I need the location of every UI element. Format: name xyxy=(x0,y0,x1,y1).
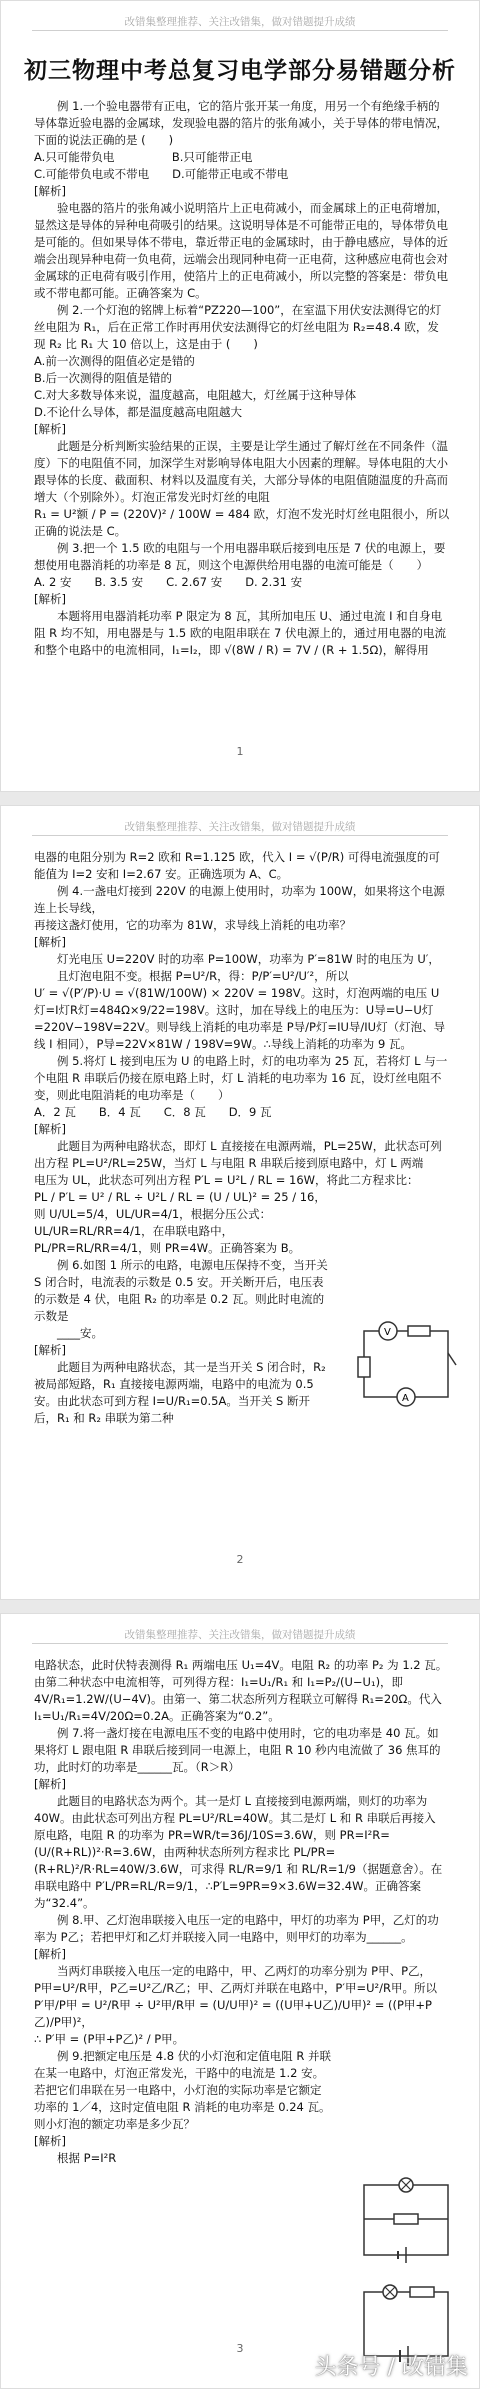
header-divider xyxy=(32,835,448,836)
analysis-5a: 此题目为两种电路状态，即灯 L 直接接在电源两端，PL=25W，此状态可列出方程 PL=U²/RL=25W，当灯 L 与电阻 R 串联后接到原电路中，灯 L 两端 xyxy=(34,1139,442,1170)
page-header: 改错集整理推荐、关注改错集，做对错题提升成绩 xyxy=(124,1629,356,1641)
analysis-4a: 灯光电压 U=220V 时的功率 P=100W，功率为 P′=81W 时的电压为 U′， xyxy=(57,952,440,966)
header-divider xyxy=(32,1643,448,1644)
analysis-label: [解析] xyxy=(34,1777,66,1791)
analysis-4b: 且灯泡电阻不变。根据 P=U²/R，得：P/P′=U²/U′²，所以 xyxy=(57,969,349,983)
analysis-8b: P甲=U²/R甲，P乙=U²乙/R乙；甲、乙两灯并联在电路中，P′甲=U²/R甲。所以 xyxy=(34,1981,437,1995)
analysis-4c: U′ = √(P′/P)·U = √(81W/100W) × 220V = 198V。这时，灯泡两端的电压 U灯=I灯R灯=484Ω×9/22=198V。这时，加在导线上的电压为：U导=U−U灯=220V−198V=22V。则导线上消耗的电功率是 P导/P灯=IU导/IU灯（灯泡、导线 I 相同），P导=22V×81W / 198V=9W。∴导线上消耗的功率为 9 瓦。 xyxy=(34,986,446,1051)
analysis-label: [解析] xyxy=(34,935,66,949)
analysis-9: 根据 P=I²R xyxy=(57,2151,117,2165)
question-2: 例 2.一个灯泡的铭牌上标着“PZ220—100”，在室温下用伏安法测得它的灯丝电阻为 R₁，后在正常工作时再用伏安法测得它的灯丝电阻为 R₂=48.4 欧，发现 R₂ 比 R₁ 大 10 倍以上，这是由于 ( ) xyxy=(34,303,442,351)
analysis-label: [解析] xyxy=(34,422,66,436)
options-3: A. 2 安 B. 3.5 安 C. 2.67 安 D. 2.31 安 xyxy=(34,575,303,589)
analysis-5c: PL / P′L = U² / RL ÷ U²L / RL = (U / UL)² = 25 / 16，则 U/UL=5/4，UL/UR=4/1，根据分压公式：UL/UR=RL/RR=4/1，在串联电路中， xyxy=(34,1190,326,1238)
question-7: 例 7.将一盏灯接在电源电压不变的电路中使用时，它的电功率是 40 瓦。如果将灯 L 跟电阻 R 串联后接到同一电源上，电阻 R 10 秒内电流做了 36 焦耳的功，此时灯的功率是______瓦。（R＞R） xyxy=(34,1726,441,1774)
page-1-content xyxy=(34,98,450,659)
circuit-diagram-parallel xyxy=(350,2173,462,2269)
analysis-2: 此题是分析判断实验结果的正误，主要是让学生通过了解灯丝在不同条件（温度）下的电阻值不同，加深学生对影响导体电阻大小因素的理解。导体电阻的大小跟导体的长度、截面积、材料以及温度有关，大部分导体的电阻值随温度的升高而增大（个别除外）。灯泡正常发光时灯丝的电阻 xyxy=(34,439,448,504)
header-divider xyxy=(32,30,448,31)
option-ab: A.只可能带负电 B.只可能带正电 xyxy=(34,150,253,164)
page-number: 1 xyxy=(236,745,244,758)
analysis-5b: 电压为 UL，此状态可列出方程 P′L = U²L / RL = 16W，将此二方程求比： xyxy=(34,1173,419,1187)
document-page-2 xyxy=(0,805,480,1600)
svg-text:V: V xyxy=(384,1327,391,1338)
analysis-3: 本题将用电器消耗功率 P 限定为 8 瓦，其所加电压 U、通过电流 I 和自身电阻 R 均不知，用电器是与 1.5 欧的电阻串联在 7 伏电源上的，通过用电器的电流和整个电路中的电流相同，I₁=I₂，即 √(8W / R) = 7V / (R + 1.5Ω)，解得用 xyxy=(34,609,447,657)
question-1: 例 1.一个验电器带有正电，它的箔片张开某一角度，用另一个有绝缘手柄的导体靠近验电器的金属球，发现验电器的箔片的张角减小，关于导体的带电情况，下面的说法正确的是 ( ) xyxy=(34,99,448,147)
question-4-cont: 再接这盏灯使用，它的功率为 81W，求导线上消耗的电功率？ xyxy=(34,918,352,932)
page-number: 3 xyxy=(236,2342,244,2355)
option-d: D.不论什么导体，都是温度越高电阻越大 xyxy=(34,405,243,419)
question-6-blank: ____安。 xyxy=(57,1326,103,1340)
watermark: 头条号 / 改错集 xyxy=(314,2355,468,2380)
page-3-content xyxy=(34,1657,450,2167)
analysis-label: [解析] xyxy=(34,2134,66,2148)
formula-8-result: ∴ P′甲 = (P甲+P乙)² / P甲。 xyxy=(34,2032,185,2046)
option-cd: C.可能带负电或不带电 D.可能带正电或不带电 xyxy=(34,167,289,181)
analysis-label: [解析] xyxy=(34,1122,66,1136)
option-a: A.前一次测得的阻值必定是错的 xyxy=(34,354,195,368)
analysis-3-cont: 电器的电阻分别为 R=2 欧和 R=1.125 欧，代入 I = √(P/R) 可得电流强度的可能值为 I=2 安和 I=2.67 安。正确选项为 A、C。 xyxy=(34,850,440,881)
page-number: 2 xyxy=(236,1553,244,1566)
circuit-diagram-figure-1 xyxy=(350,1317,462,1413)
page-header: 改错集整理推荐、关注改错集，做对错题提升成绩 xyxy=(124,16,356,28)
analysis-7b: 原电路，电阻 R 的功率为 PR=WR/t=36J/10S=3.6W，则 PR=I²R=(U/(R+RL))²·R=3.6W，由两种状态所列方程求比 PL/PR=(R+RL)²/R·RL=40W/3.6W，可求得 RL/R=9/1 和 RL/R=1/9（据题意舍）。在串联电路中 P′L/PR=RL/R=9/1，∴P′L=9PR=9×3.6W=32.4W。正确答案为“32.4”。 xyxy=(34,1828,443,1910)
analysis-8a: 当两灯串联接入电压一定的电路中，甲、乙两灯的功率分别为 P甲、P乙， xyxy=(57,1964,432,1978)
options-5: A．2 瓦 B．4 瓦 C．8 瓦 D．9 瓦 xyxy=(34,1105,272,1119)
analysis-1: 验电器的箔片的张角减小说明箔片上正电荷减小，而金属球上的正电荷增加，显然这是导体的异种电荷吸引的结果。这说明导体是不可能带正电的，导体带负电是可能的。但如果导体不带电，靠近带正电的金属球时，由于静电感应，导体的近端会出现异种电荷一负电荷，远端会出现同种电荷一正电荷，这种感应电荷也会对金属球的正电荷有吸引作用，使箔片上的正电荷减小，所以完整的答案是：带负电或不带电都可能。正确答案为 C。 xyxy=(34,201,448,300)
analysis-6-cont: 电路状态，此时伏特表测得 R₁ 两端电压 U₁=4V。电阻 R₂ 的功率 P₂ 为 1.2 瓦。由第二种状态中电流相等，可列得方程：I₁=U₁/R₁ 和 I₁=P₂/(U−U₁)，即 4V/R₁=1.2W/(U−4V)。由第一、第二状态所列方程联立可解得 R₁=20Ω。代入 I₁=U₁/R₁=4V/20Ω=0.2A。正确答案为“0.2”。 xyxy=(34,1658,448,1723)
question-4: 例 4.一盏电灯接到 220V 的电源上使用时，功率为 100W，如果将这个电源连上长导线， xyxy=(34,884,445,915)
page-header: 改错集整理推荐、关注改错集，做对错题提升成绩 xyxy=(124,821,356,833)
document-page-1 xyxy=(0,0,480,792)
analysis-7a: 此题目的电路状态为两个。其一是灯 L 直接接到电源两端，则灯的功率为 40W。由此状态可列出方程 PL=U²/RL=40W。其二是灯 L 和 R 串联后再接入 xyxy=(34,1794,436,1825)
question-9: 例 9.把额定电压是 4.8 伏的小灯泡和定值电阻 R 并联在某一电路中，灯泡正常发光，干路中的电流是 1.2 安。若把它们串联在另一电路中，小灯泡的实际功率是它额定功率的 1／4，这时定值电阻 R 消耗的电功率是 0.24 瓦。则小灯泡的额定功率是多少瓦？ xyxy=(34,2049,332,2131)
document-title: 初三物理中考总复习电学部分易错题分析 xyxy=(24,58,456,84)
analysis-6: 此题目为两种电路状态，其一是当开关 S 闭合时，R₂ 被局部短路，R₁ 直接接电源两端，电路中的电流为 0.5 安。由此状态可到方程 I=U/R₁=0.5A。当开关 S 断开后，R₁ 和 R₂ 串联为第二种 xyxy=(34,1360,326,1425)
option-c: C.对大多数导体来说，温度越高，电阻越大，灯丝属于这种导体 xyxy=(34,388,357,402)
analysis-5d: PL/PR=RL/RR=4/1，则 PR=4W。正确答案为 B。 xyxy=(34,1241,301,1255)
analysis-label: [解析] xyxy=(34,184,66,198)
analysis-label: [解析] xyxy=(34,592,66,606)
document-page-3 xyxy=(0,1613,480,2389)
svg-text:A: A xyxy=(402,1393,409,1404)
formula-line: R₁ = U²额 / P = (220V)² / 100W = 484 欧，灯泡不发光时灯丝电阻很小，所以正确的说法是 C。 xyxy=(34,507,450,538)
question-5: 例 5.将灯 L 接到电压为 U 的电路上时，灯的电功率为 25 瓦，若将灯 L 与一个电阻 R 串联后仍接在原电路上时，灯 L 消耗的电功率为 16 瓦，设灯丝电阻不变，则此电阻消耗的电功率是（ ） xyxy=(34,1054,448,1102)
analysis-label: [解析] xyxy=(34,1343,66,1357)
option-b: B.后一次测得的阻值是错的 xyxy=(34,371,173,385)
question-8: 例 8.甲、乙灯泡串联接入电压一定的电路中，甲灯的功率为 P甲，乙灯的功率为 P乙；若把甲灯和乙灯并联接入同一电路中，则甲灯的功率为______。 xyxy=(34,1913,439,1944)
question-3: 例 3.把一个 1.5 欧的电阻与一个用电器串联后接到电压是 7 伏的电源上，要想使用电器消耗的功率是 8 瓦，则这个电源供给用电器的电流可能是（ ） xyxy=(34,541,446,572)
question-6: 例 6.如图 1 所示的电路，电源电压保持不变，当开关 S 闭合时，电流表的示数是 0.5 安。开关断开后，电压表的示数是 4 伏，电阻 R₂ 的功率是 0.2 瓦。则此时电流的示数是 xyxy=(34,1258,328,1323)
analysis-label: [解析] xyxy=(34,1947,66,1961)
formula-8: P′甲/P甲 = U²/R甲 ÷ U²甲/R甲 = (U/U甲)² = ((U甲+U乙)/U甲)² = ((P甲+P乙)/P甲)²， xyxy=(34,1998,432,2029)
